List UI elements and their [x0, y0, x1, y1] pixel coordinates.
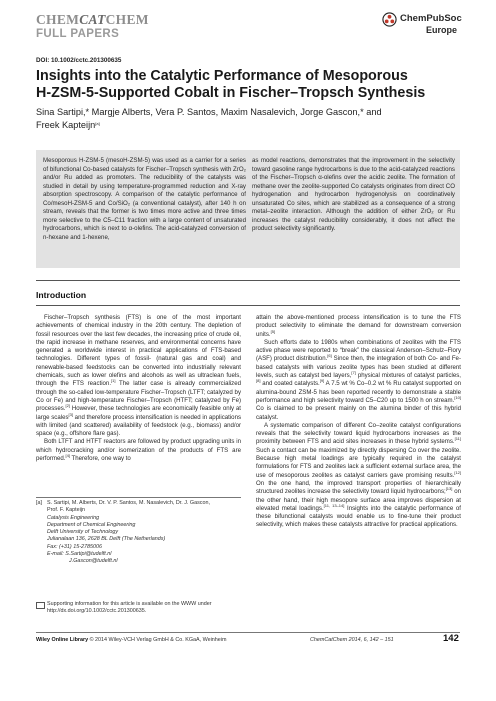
page-number: 142: [443, 633, 459, 644]
affiliation-line: Julianalaan 136, 2628 BL Delft (The Netherlands): [47, 536, 166, 543]
abstract-column-2: as model reactions, demonstrates that the improvement in the selectivity toward gasoline range hydrocarbons is due to the acid-catalyzed reactions of the Fischer–Tropsch α-olefins over the acidic zeolite. The formation of methane over the zeolite-supported Co catalysts originates from direct CO hydrogenation and hydrocarbon hydrogenolysis on coordinatively unsaturated Co sites, which are stabilized as a consequence of a strong metal–zeolite interaction. Although the addition of either ZrO₂ or Ru increases the catalyst reducibility considerably, it does not affect the product selectivity significantly.: [252, 157, 455, 233]
body-column-1: [36, 314, 241, 463]
footer-copyright: Wiley Online Library © 2014 Wiley-VCH Verlag GmbH & Co. KGaA, Weinheim: [36, 637, 227, 643]
paragraph: attain the above-mentioned process intensification is to tune the FTS product selectivity to eliminate the demand for downstream conversion units.[5]: [256, 314, 461, 338]
affiliation-line: Fax: (+31) 15-2785006: [47, 543, 102, 550]
supporting-info-icon: [36, 602, 45, 609]
footnote-divider: [36, 497, 241, 498]
author-list: Sina Sartipi,* Margje Alberts, Vera P. Santos, Maxim Nasalevich, Jorge Gascon,* and Freek Kapteijn[a]: [36, 107, 382, 130]
body-column-2: [256, 314, 461, 530]
paragraph: Both LTFT and HTFT reactors are followed by product upgrading units in which hydrocracking and/or isomerization of the products of FTS are performed.[4] Therefore, one way to: [36, 438, 241, 463]
supporting-info-text[interactable]: Supporting information for this article is available on the WWW under http://dx.doi.org/10.1002/cctc.201300635.: [47, 601, 212, 615]
affiliation-line: Prof. F. Kapteijn: [47, 507, 86, 514]
section-heading-introduction: Introduction: [36, 290, 87, 300]
chempubsoc-logo-icon: [382, 12, 397, 27]
affiliation-email[interactable]: E-mail: S.Sartipi@tudelft.nl: [47, 551, 112, 558]
abstract-box: [36, 150, 460, 268]
affiliation-email[interactable]: J.Gascon@tudelft.nl: [69, 558, 118, 565]
journal-brand: CHEMCATCHEM: [36, 12, 149, 27]
paragraph: Such efforts date to 1980s when combinations of zeolites with the FTS active phase were reported to “break” the classical Anderson–Schulz–Flory (ASF) product distribution.[6] Since then, the integration of both Co- and Fe-based catalysts with various zeolite types has been studied at different levels, such as catalyst bed layers,[7] physical mixtures of catalyst particles,[8] and coated catalysts.[9] A 7.5 wt % Co–0.2 wt % Ru catalyst supported on alumina-bound ZSM-5 has been reported recently to demonstrate a stable performance and high selectivity toward C5–C20 up to 1500 h on stream.[10] Co is claimed to be present mainly on the alumina binder of this hybrid catalyst.: [256, 338, 461, 421]
abstract-column-1: Mesoporous H-ZSM-5 (mesoH-ZSM-5) was used as a carrier for a series of bifunctional Co-based catalysts for Fischer–Tropsch synthesis with ZrO₂ and/or Ru added as promoters. The reducibility of the catalysts was studied in detail by using temperature-programmed reduction and X-ray absorption spectroscopy. A comparison of the catalytic performance of Co/mesoH-ZSM-5 and Co/SiO₂ (a conventional catalyst), after 140 h on stream, reveals that the former is two times more active and three times more selective to the C5–C11 fraction with a large content of unsaturated hydrocarbons, which is next to α-olefins. The acid-catalyzed conversion of n-hexane and 1-hexene,: [43, 157, 246, 241]
paragraph: A systematic comparison of different Co–zeolite catalyst configurations reveals that the selectivity toward liquid hydrocarbons increases as the proximity between FTS and acid sites increases in these hybrid systems.[11] Such a contact can be maximized by directly dispersing Co over the zeolite. Because high metal loadings are typically required in the catalyst formulations for FTS and zeolites lack a sufficient external surface area, the use of mesoporous zeolites as catalyst carriers gave promising results.[12] On the one hand, the improved transport properties of hierarchically structured zeolites increase the selectivity toward liquid hydrocarbons;[13] on the other hand, their high mesopore surface area improves dispersion at elevated metal loadings.[11, 13–14] Insights into the catalytic performance of these bifunctional catalysts would enable us to fine-tune their product selectivity, which makes these catalysts attractive for practical applications.: [256, 421, 461, 529]
section-divider: [36, 305, 460, 306]
publisher-logo: [382, 12, 462, 48]
footer-divider: [36, 632, 460, 633]
affiliation-line: S. Sartipi, M. Alberts, Dr. V. P. Santos, M. Nasalevich, Dr. J. Gascon,: [47, 500, 210, 506]
affiliation-line: Delft University of Technology: [47, 529, 119, 536]
doi[interactable]: DOI: 10.1002/cctc.201300635: [36, 57, 122, 64]
affiliation-line: Catalysis Engineering: [47, 514, 100, 521]
affiliation-line: Department of Chemical Engineering: [47, 521, 136, 528]
article-title: Insights into the Catalytic Performance of Mesoporous H-ZSM-5-Supported Cobalt in Fischer–Tropsch Synthesis: [36, 68, 426, 101]
paragraph: Fischer–Tropsch synthesis (FTS) is one of the most important achievements of chemical industry in the 20th century. The depletion of fossil resources over the last few decades, the increasing price of crude oil, the rapid increase in methane reserves, and environmental concerns have generated a worldwide interest in practical applications of FTS-based technologies. Different types of fossil- (natural gas and coal) and renewable-based feedstocks can be converted into industrially relevant chemicals, such as lower olefins and alcohols as well as ultraclean fuels, through the FTS reaction.[1] The latter case is already commercialized through the so-called low-temperature Fischer–Tropsch (LTFT; catalyzed by Co or Fe) and high-temperature Fischer–Tropsch (HTFT; catalyzed by Fe) processes.[2] However, these technologies are economically feasible only at large scales[3] and therefore process intensification is needed in applications with limited (and scattered) availability of feedstock (e.g., biomass) and/or space (e.g., offshore flare gas).: [36, 314, 242, 438]
section-label: FULL PAPERS: [36, 28, 120, 40]
publisher-name: ChemPubSoc: [400, 13, 462, 24]
affiliation-tag: [a]: [36, 500, 42, 506]
footer-citation: ChemCatChem 2014, 6, 142 – 151: [310, 637, 394, 643]
publisher-region: Europe: [426, 25, 458, 35]
section-divider: [36, 280, 460, 281]
